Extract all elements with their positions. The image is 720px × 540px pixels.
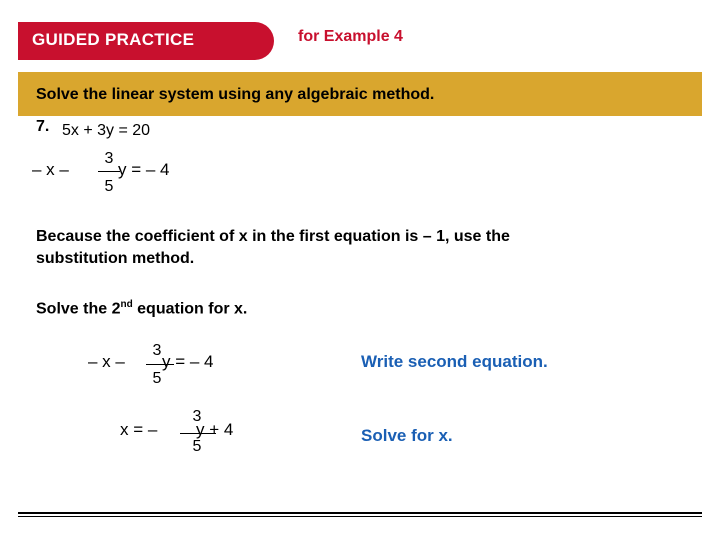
bottom-rule-thin: [18, 516, 702, 517]
step-1-denominator: 5: [152, 370, 162, 387]
explanation-line-1: Because the coefficient of x in the first equation is – 1, use the: [36, 228, 510, 245]
example-reference: for Example 4: [298, 28, 403, 45]
problem-number: 7.: [36, 118, 50, 135]
equation-1: 5x + 3y = 20: [62, 122, 151, 139]
equation-2-fraction-bar: [98, 171, 120, 172]
equation-2-tail: y = – 4: [118, 160, 170, 179]
equation-2-lead: – x –: [32, 160, 69, 179]
step-intro-pre: Solve the 2: [36, 300, 121, 318]
step-2-note: Solve for x.: [361, 426, 453, 445]
equation-2-denominator: 5: [104, 178, 114, 195]
step-2-denominator: 5: [192, 438, 202, 455]
step-intro-post: equation for x.: [132, 300, 248, 318]
banner-label: GUIDED PRACTICE: [32, 30, 195, 49]
step-2-lead: x = –: [120, 420, 158, 439]
explanation-line-2: substitution method.: [36, 250, 195, 267]
step-1-note: Write second equation.: [361, 352, 548, 371]
equation-2-numerator: 3: [104, 150, 114, 167]
step-1-tail: y = – 4: [162, 352, 214, 371]
instruction-text: Solve the linear system using any algebraic method.: [36, 86, 435, 103]
step-intro: [36, 299, 247, 318]
step-intro-sup: nd: [120, 299, 133, 310]
step-1-numerator: 3: [152, 342, 162, 359]
step-2-numerator: 3: [192, 408, 202, 425]
bottom-rule: [18, 512, 702, 514]
step-2-tail: y + 4: [196, 420, 234, 439]
step-1-lead: – x –: [88, 352, 125, 371]
